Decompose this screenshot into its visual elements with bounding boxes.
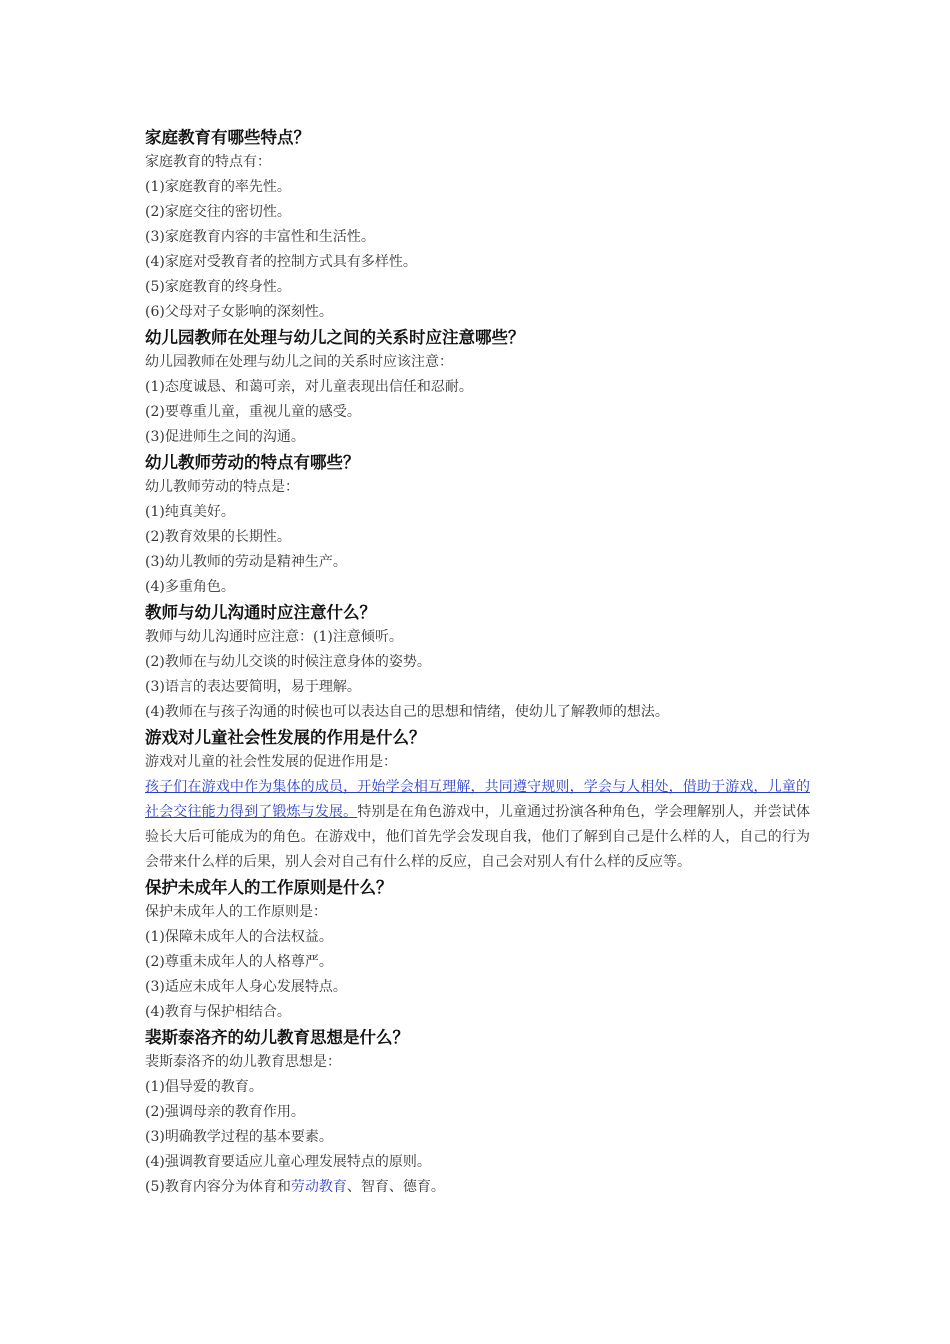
- answer-line: 游戏对儿童的社会性发展的促进作用是：: [145, 754, 397, 770]
- line-text: 、智育、德育。: [346, 1179, 445, 1195]
- answer-line: [145, 1175, 810, 1200]
- answer-line: (2)家庭交往的密切性。: [145, 204, 291, 220]
- answer-line: (1)家庭教育的率先性。: [145, 179, 291, 195]
- question-heading: 幼儿园教师在处理与幼儿之间的关系时应注意哪些？: [145, 328, 525, 347]
- section-teacher-communication: [145, 600, 810, 725]
- answer-line: (4)强调教育要适应儿童心理发展特点的原则。: [145, 1154, 431, 1170]
- answer-line: 幼儿教师劳动的特点是：: [145, 479, 299, 495]
- section-pestalozzi: [145, 1025, 810, 1200]
- document-page: [145, 125, 810, 1200]
- question-heading: 幼儿教师劳动的特点有哪些？: [145, 453, 360, 472]
- question-heading: 教师与幼儿沟通时应注意什么？: [145, 603, 376, 622]
- answer-line: (2)尊重未成年人的人格尊严。: [145, 954, 333, 970]
- answer-line: (2)教师在与幼儿交谈的时候注意身体的姿势。: [145, 654, 431, 670]
- answer-line: (3)语言的表达要简明，易于理解。: [145, 679, 361, 695]
- answer-line: (3)适应未成年人身心发展特点。: [145, 979, 347, 995]
- question-heading: 保护未成年人的工作原则是什么？: [145, 878, 393, 897]
- answer-line: 幼儿园教师在处理与幼儿之间的关系时应该注意：: [145, 354, 453, 370]
- answer-line: (4)多重角色。: [145, 579, 235, 595]
- answer-line: (3)幼儿教师的劳动是精神生产。: [145, 554, 347, 570]
- answer-line: (4)教育与保护相结合。: [145, 1004, 291, 1020]
- answer-paragraph: [145, 775, 810, 875]
- answer-line: 保护未成年人的工作原则是：: [145, 904, 327, 920]
- answer-line: (2)强调母亲的教育作用。: [145, 1104, 305, 1120]
- answer-line: (3)明确教学过程的基本要素。: [145, 1129, 333, 1145]
- answer-line: (1)态度诚恳、和蔼可亲，对儿童表现出信任和忍耐。: [145, 379, 473, 395]
- hyperlink-text[interactable]: 孩子们在游戏中作为集体的成员，开始学会相互理解，共同遵守规则，学会与人相处，借助于游戏，儿童的社会交往能力得到了锻炼与发展。: [145, 779, 810, 820]
- answer-line: (4)家庭对受教育者的控制方式具有多样性。: [145, 254, 417, 270]
- section-play-social-development: [145, 725, 810, 875]
- answer-line: (1)纯真美好。: [145, 504, 235, 520]
- section-family-education: [145, 125, 810, 325]
- answer-line: 裴斯泰洛齐的幼儿教育思想是：: [145, 1054, 341, 1070]
- section-teacher-child-relation: [145, 325, 810, 450]
- answer-line: (6)父母对子女影响的深刻性。: [145, 304, 333, 320]
- question-heading: 裴斯泰洛齐的幼儿教育思想是什么？: [145, 1028, 409, 1047]
- line-text: (5)教育内容分为体育和: [145, 1179, 291, 1195]
- answer-line: (5)家庭教育的终身性。: [145, 279, 291, 295]
- answer-line: (4)教师在与孩子沟通的时候也可以表达自己的思想和情绪，使幼儿了解教师的想法。: [145, 704, 669, 720]
- answer-line: (2)要尊重儿童，重视儿童的感受。: [145, 404, 361, 420]
- paragraph-text: 特别是在角色游戏中，儿童通过扮演各种角色，学会理解别人，并尝试体验长大后可能成为的角色。在游戏中，他们首先学会发现自我，他们了解到自己是什么样的人，自己的行为会带来什么样的后果，别人会对自己有什么样的反应，自己会对别人有什么样的反应等。: [145, 804, 811, 870]
- answer-line: 家庭教育的特点有：: [145, 154, 271, 170]
- question-heading: 游戏对儿童社会性发展的作用是什么？: [145, 728, 426, 747]
- answer-line: (3)家庭教育内容的丰富性和生活性。: [145, 229, 375, 245]
- hyperlink-text[interactable]: 劳动教育: [290, 1179, 347, 1195]
- question-heading: 家庭教育有哪些特点？: [145, 128, 310, 147]
- answer-line: (1)倡导爱的教育。: [145, 1079, 263, 1095]
- answer-line: (1)保障未成年人的合法权益。: [145, 929, 333, 945]
- answer-line: (2)教育效果的长期性。: [145, 529, 291, 545]
- section-teacher-labor: [145, 450, 810, 600]
- section-minor-protection: [145, 875, 810, 1025]
- answer-line: (3)促进师生之间的沟通。: [145, 429, 305, 445]
- answer-line: 教师与幼儿沟通时应注意：(1)注意倾听。: [145, 629, 403, 645]
